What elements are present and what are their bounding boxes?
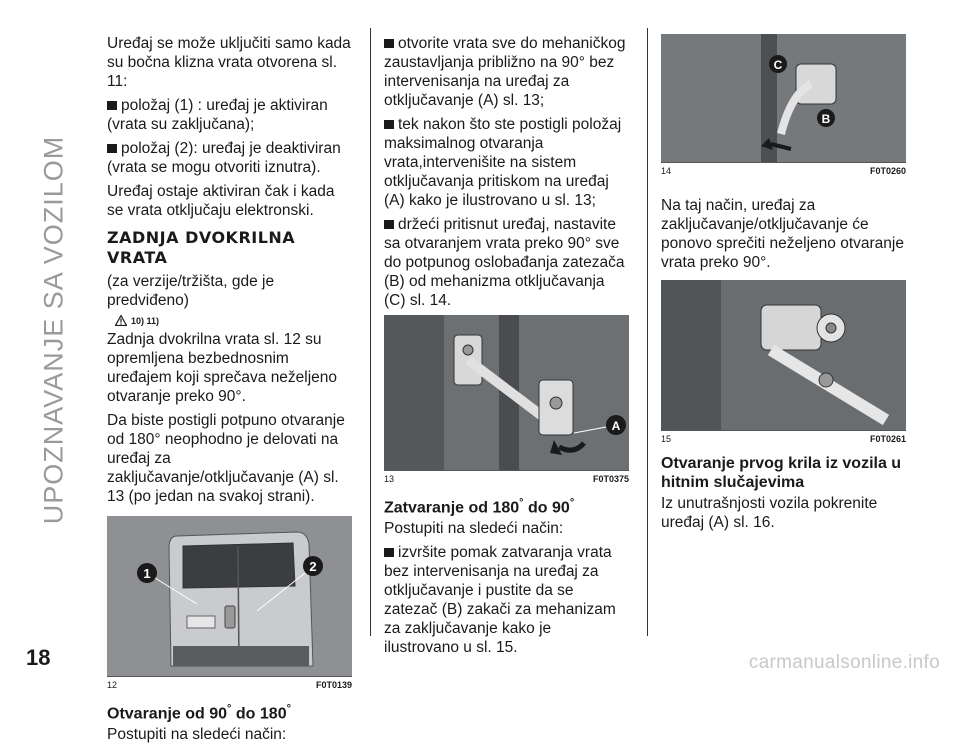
column-1 [107, 34, 352, 749]
van-rear-illustration [107, 516, 352, 676]
figure-caption: 15 F0T0261 [661, 430, 906, 444]
bullet-item: izvršite pomak zatvaranja vrata bez intervenisanja na uređaj za otključavanje i pustite da se zatezač (B) zakači za mehanizam za zaključavanje kako je ilustrovano u sl. 15. [384, 543, 629, 657]
bullet-item: položaj (1) : uređaj je aktiviran (vrata su zaključana); [107, 96, 352, 134]
bullet-item: tek nakon što ste postigli položaj maksimalnog otvaranja vrata,intervenišite na sistem otključavanja pritiskom na uređaj (A) kako je ilustrovano u sl. 13; [384, 115, 629, 210]
subsection-heading: Otvaranje prvog krila iz vozila u hitnim slučajevima [661, 455, 902, 491]
svg-text:A: A [611, 419, 621, 433]
tensioner-engaged-illustration [661, 280, 906, 430]
bullet-item: otvorite vrata sve do mehaničkog zaustavljanja približno na 90° bez intervenisanja na uređaj za otključavanje (A) sl. 13; [384, 34, 629, 110]
subsection-heading: Zatvaranje od 180° do 90° [384, 497, 575, 517]
figure-caption: 12 F0T0139 [107, 676, 352, 690]
paragraph: Postupiti na sledeći način: [384, 520, 564, 538]
page-number: 18 [26, 645, 51, 670]
section-heading: ZADNJA DVOKRILNA VRATA [107, 228, 296, 267]
figure-door-hinge-unlock [384, 315, 629, 470]
column-divider [370, 28, 371, 636]
paragraph: Uređaj ostaje aktiviran čak i kada se vrata otključaju elektronski. [107, 183, 335, 219]
figure-tensioner-release [661, 34, 906, 162]
figure-tensioner-engaged [661, 280, 906, 430]
paragraph: (za verzije/tržišta, gde je predviđeno) [107, 273, 275, 309]
paragraph: Na taj način, uređaj za zaključavanje/otključavanje će ponovo sprečiti neželjeno otvaranje vrata preko 90°. [661, 197, 904, 271]
column-2 [384, 34, 629, 662]
svg-text:B: B [821, 112, 831, 126]
watermark: carmanualsonline.info [748, 652, 940, 673]
bullet-item: držeći pritisnut uređaj, nastavite sa otvaranjem vrata preko 90° sve do potpunog oslobađanja zatezača (B) od mehanizma otključavanja (C) sl. 14. [384, 215, 629, 310]
paragraph: Iz unutrašnjosti vozila pokrenite uređaj (A) sl. 16. [661, 495, 878, 531]
warning-triangle-icon [115, 315, 127, 326]
section-side-title: UPOZNAVANJE SA VOZILOM [38, 135, 69, 525]
column-3 [661, 34, 906, 537]
subsection-heading: Otvaranje od 90° do 180° [107, 703, 291, 723]
svg-text:1: 1 [143, 566, 151, 581]
column-divider [647, 28, 648, 636]
bullet-item: položaj (2): uređaj je deaktiviran (vrata se mogu otvoriti iznutra). [107, 139, 352, 177]
paragraph: Postupiti na sledeći način: [107, 726, 287, 744]
paragraph: Uređaj se može uključiti samo kada su bočna klizna vrata otvorena sl. 11: [107, 35, 351, 90]
figure-caption: 14 F0T0260 [661, 162, 906, 176]
svg-text:2: 2 [309, 559, 317, 574]
svg-text:C: C [773, 58, 783, 72]
figure-rear-doors [107, 516, 352, 676]
paragraph: Da biste postigli potpuno otvaranje od 180° neophodno je delovati na uređaj za zaključavanje/otključavanje (A) sl. 13 (po jedan na svakoj strani). [107, 412, 345, 505]
hinge-unlock-illustration [384, 315, 629, 470]
paragraph: Zadnja dvokrilna vrata sl. 12 su opremljena bezbednosnim uređajem koji sprečava neželjeno otvaranje preko 90°. [107, 331, 338, 405]
tensioner-release-illustration [661, 34, 906, 162]
figure-caption: 13 F0T0375 [384, 470, 629, 484]
warning-reference: 10) 11) [115, 315, 352, 326]
